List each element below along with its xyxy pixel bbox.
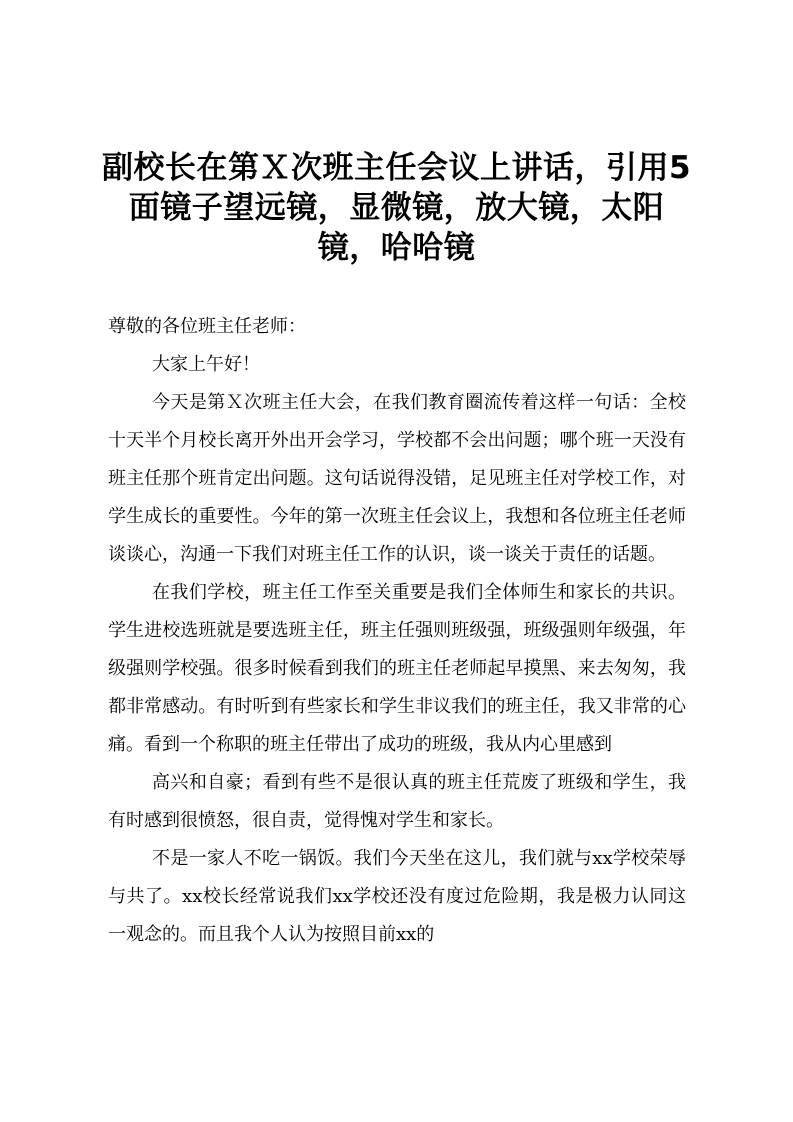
- document-body: [108, 308, 686, 954]
- paragraph-2: 在我们学校，班主任工作至关重要是我们全体师生和家长的共识。学生进校选班就是要选班主任，班主任强则班级强，班级强则年级强，年级强则学校强。很多时候看到我们的班主任老师起早摸黑、来去匆匆，我都非常感动。有时听到有些家长和学生非议我们的班主任，我又非常的心痛。看到一个称职的班主任带出了成功的班级，我从内心里感到: [108, 582, 686, 755]
- paragraph-1: 今天是第Ｘ次班主任大会，在我们教育圈流传着这样一句话：全校十天半个月校长离开外出开会学习，学校都不会出问题；哪个班一天没有班主任那个班肯定出问题。这句话说得没错，足见班主任对学校工作，对学生成长的重要性。今年的第一次班主任会议上，我想和各位班主任老师谈谈心，沟通一下我们对班主任工作的认识，谈一谈关于责任的话题。: [108, 392, 686, 565]
- paragraph-3: 高兴和自豪；看到有些不是很认真的班主任荒废了班级和学生，我有时感到很愤怒，很自责，觉得愧对学生和家长。: [108, 772, 686, 831]
- salutation: 尊敬的各位班主任老师：: [108, 316, 306, 337]
- document-title: 副校长在第Ｘ次班主任会议上讲话，引用5面镜子望远镜，显微镜，放大镜，太阳镜，哈哈镜: [101, 150, 692, 266]
- paragraph-4: 不是一家人不吃一锅饭。我们今天坐在这儿，我们就与xx学校荣辱与共了。xx校长经常说我们xx学校还没有度过危险期，我是极力认同这一观念的。而且我个人认为按照目前xx的: [108, 848, 686, 945]
- paragraph-greeting: 大家上午好！: [152, 354, 260, 375]
